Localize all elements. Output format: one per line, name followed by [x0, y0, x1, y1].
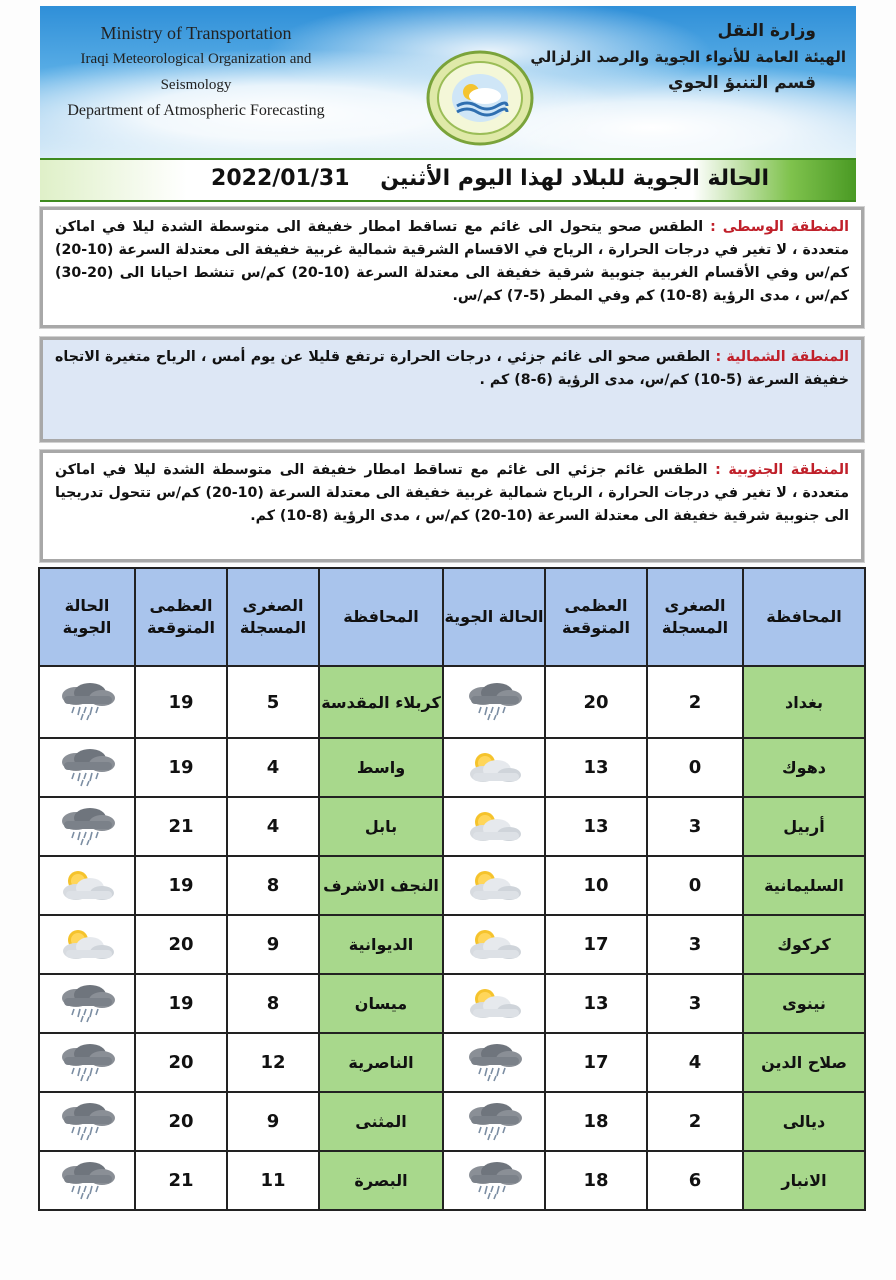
province-name: دهوك [743, 738, 865, 797]
max-temp: 20 [135, 1092, 227, 1151]
rain-cloud-icon [40, 682, 134, 722]
title-label: الحالة الجوية للبلاد لهذا اليوم الأثنين [380, 166, 769, 191]
partly-cloudy-icon [444, 866, 544, 906]
region-text: الطقس صحو يتحول الى غائم مع تساقط امطار خفيفة الى متوسطة الشدة ليلا في اماكن متعددة ، لا تغير في درجات الحرارة ، الرياح في الاقسام الشرقية شمالية غربية خفيفة الى معتدلة السرعة (10-20) كم/س وفي الأقسام الغربية جنوبية شرقية خفيفة الى معتدلة السرعة (10-20) كم/س تنشط احيانا الى (20-30) كم/س ، مدى الرؤية (8-10) كم وفي المطر (5-7) كم/س. [55, 219, 850, 304]
province-name: الديوانية [319, 915, 443, 974]
province-name: كركوك [743, 915, 865, 974]
min-temp: 9 [227, 915, 319, 974]
rain-cloud-icon [40, 748, 134, 788]
province-name: أربيل [743, 797, 865, 856]
table-row [39, 915, 865, 974]
weather-condition [39, 666, 135, 738]
rain-cloud-icon [444, 1161, 544, 1201]
partly-cloudy-icon [40, 925, 134, 965]
min-temp: 6 [647, 1151, 743, 1210]
province-name: ديالى [743, 1092, 865, 1151]
weather-condition [443, 797, 545, 856]
max-temp: 18 [545, 1151, 647, 1210]
province-name: واسط [319, 738, 443, 797]
rain-cloud-icon [444, 1043, 544, 1083]
min-temp: 3 [647, 974, 743, 1033]
weather-condition [443, 666, 545, 738]
province-name: البصرة [319, 1151, 443, 1210]
max-temp: 19 [135, 738, 227, 797]
table-row [39, 1033, 865, 1092]
weather-condition [39, 856, 135, 915]
min-temp: 0 [647, 856, 743, 915]
rain-cloud-icon [444, 682, 544, 722]
max-temp: 19 [135, 666, 227, 738]
max-temp: 18 [545, 1092, 647, 1151]
min-temp: 2 [647, 666, 743, 738]
weather-condition [39, 1033, 135, 1092]
max-temp: 19 [135, 856, 227, 915]
max-temp: 17 [545, 1033, 647, 1092]
title-bar [40, 158, 856, 202]
table-row [39, 797, 865, 856]
province-name: ميسان [319, 974, 443, 1033]
header-english [46, 20, 346, 124]
rain-cloud-icon [444, 1102, 544, 1142]
province-name: صلاح الدين [743, 1033, 865, 1092]
region-south [40, 450, 864, 562]
organization-name-ar: الهيئة العامة للأنواء الجوية والرصد الزلزالي [530, 48, 846, 66]
max-temp: 20 [545, 666, 647, 738]
partly-cloudy-icon [40, 866, 134, 906]
weather-condition [443, 738, 545, 797]
partly-cloudy-icon [444, 807, 544, 847]
min-temp: 3 [647, 915, 743, 974]
rain-cloud-icon [40, 1161, 134, 1201]
table-row [39, 856, 865, 915]
max-temp: 13 [545, 974, 647, 1033]
weather-condition [39, 738, 135, 797]
department-name-ar: قسم التنبؤ الجوي [668, 73, 816, 93]
partly-cloudy-icon [444, 748, 544, 788]
header-max: العظمى المتوقعة [135, 568, 227, 666]
header-province: المحافظة [319, 568, 443, 666]
header-max: العظمى المتوقعة [545, 568, 647, 666]
weather-condition [39, 915, 135, 974]
max-temp: 21 [135, 1151, 227, 1210]
region-name: المنطقة الوسطى : [710, 219, 849, 235]
min-temp: 8 [227, 856, 319, 915]
organization-name-en: Iraqi Meteorological Organization and Seismology [80, 51, 312, 93]
min-temp: 9 [227, 1092, 319, 1151]
header-condition: الحالة الجوية [443, 568, 545, 666]
min-temp: 5 [227, 666, 319, 738]
weather-condition [39, 1092, 135, 1151]
max-temp: 19 [135, 974, 227, 1033]
region-central [40, 207, 864, 328]
partly-cloudy-icon [444, 925, 544, 965]
weather-condition [443, 915, 545, 974]
rain-cloud-icon [40, 1043, 134, 1083]
weather-condition [443, 856, 545, 915]
weather-condition [443, 974, 545, 1033]
rain-cloud-icon [40, 984, 134, 1024]
weather-condition [443, 1033, 545, 1092]
min-temp: 4 [227, 738, 319, 797]
province-name: النجف الاشرف [319, 856, 443, 915]
min-temp: 11 [227, 1151, 319, 1210]
min-temp: 12 [227, 1033, 319, 1092]
province-name: بغداد [743, 666, 865, 738]
region-north [40, 337, 864, 442]
max-temp: 21 [135, 797, 227, 856]
province-name: المثنى [319, 1092, 443, 1151]
max-temp: 13 [545, 738, 647, 797]
max-temp: 20 [135, 915, 227, 974]
header-min: الصغرى المسجلة [647, 568, 743, 666]
weather-condition [443, 1151, 545, 1210]
partly-cloudy-icon [444, 984, 544, 1024]
header-province: المحافظة [743, 568, 865, 666]
department-name-en: Department of Atmospheric Forecasting [67, 102, 325, 119]
weather-condition [39, 797, 135, 856]
min-temp: 2 [647, 1092, 743, 1151]
title-date: 2022/01/31 [211, 166, 350, 191]
table-row [39, 1151, 865, 1210]
ministry-name-ar: وزارة النقل [717, 21, 816, 41]
province-name: السليمانية [743, 856, 865, 915]
province-name: الانبار [743, 1151, 865, 1210]
max-temp: 10 [545, 856, 647, 915]
province-name: كربلاء المقدسة [319, 666, 443, 738]
max-temp: 20 [135, 1033, 227, 1092]
rain-cloud-icon [40, 1102, 134, 1142]
header-banner [40, 6, 856, 158]
header-arabic [516, 18, 846, 96]
min-temp: 4 [647, 1033, 743, 1092]
weather-condition [39, 974, 135, 1033]
weather-condition [39, 1151, 135, 1210]
min-temp: 4 [227, 797, 319, 856]
region-text: الطقس صحو الى غائم جزئي ، درجات الحرارة ترتفع قليلا عن يوم أمس ، الرياح متغيرة الاتجاه خفيفة السرعة (5-10) كم/س، مدى الرؤية (6-8) كم . [55, 349, 849, 388]
table-row [39, 974, 865, 1033]
region-text: الطقس غائم جزئي الى غائم مع تساقط امطار خفيفة الى متوسطة الشدة ليلا في اماكن متعددة ، لا تغير في درجات الحرارة ، الرياح شمالية غربية خفيفة الى معتدلة السرعة (10-20) كم/س تتحول تدريجيا الى جنوبية شرقية خفيفة الى معتدلة السرعة (10-20) كم/س ، مدى الرؤية (8-10) كم. [55, 462, 849, 524]
province-name: نينوى [743, 974, 865, 1033]
region-name: المنطقة الجنوبية : [715, 462, 849, 478]
table-header-row [39, 568, 865, 666]
table-row [39, 666, 865, 738]
region-name: المنطقة الشمالية : [715, 349, 850, 365]
ministry-name-en: Ministry of Transportation [100, 23, 292, 43]
max-temp: 17 [545, 915, 647, 974]
province-name: بابل [319, 797, 443, 856]
header-min: الصغرى المسجلة [227, 568, 319, 666]
temperature-table [38, 567, 866, 1211]
rain-cloud-icon [40, 807, 134, 847]
weather-condition [443, 1092, 545, 1151]
table-row [39, 1092, 865, 1151]
header-condition: الحالة الجوية [39, 568, 135, 666]
province-name: الناصرية [319, 1033, 443, 1092]
table-body [39, 666, 865, 1210]
min-temp: 0 [647, 738, 743, 797]
max-temp: 13 [545, 797, 647, 856]
min-temp: 8 [227, 974, 319, 1033]
table-row [39, 738, 865, 797]
page-title [190, 166, 790, 191]
min-temp: 3 [647, 797, 743, 856]
